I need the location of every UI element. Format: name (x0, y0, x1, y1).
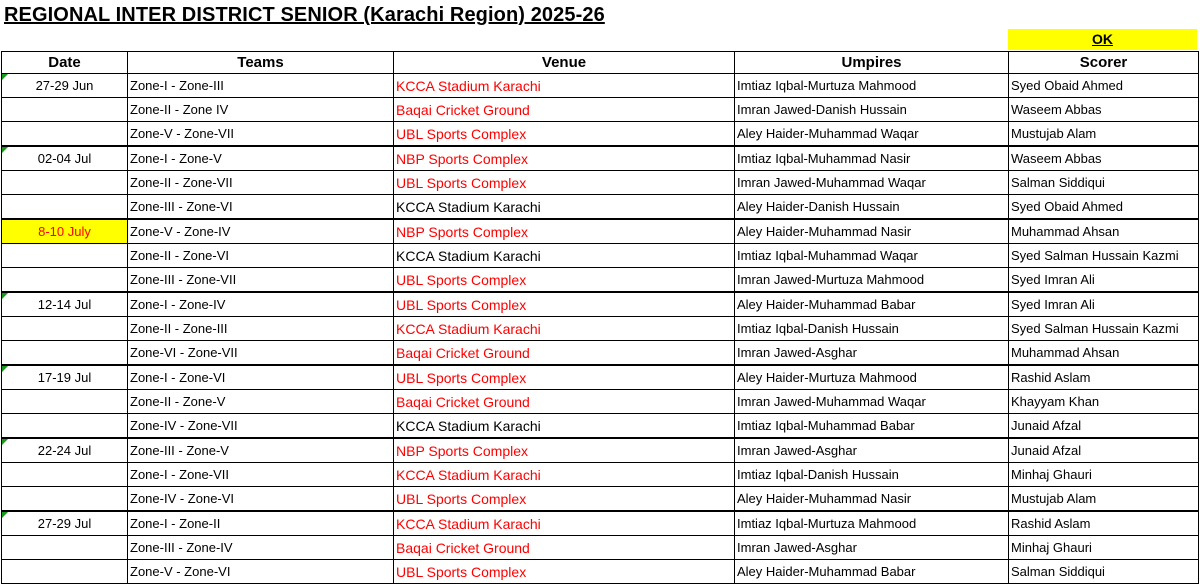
venue-cell: NBP Sports Complex (394, 438, 735, 463)
scorer-cell: Mustujab Alam (1009, 487, 1199, 512)
date-cell (2, 268, 128, 293)
teams-cell: Zone-II - Zone-VII (128, 171, 394, 195)
teams-cell: Zone-III - Zone-IV (128, 536, 394, 560)
table-row (2, 244, 1199, 268)
scorer-cell: Syed Obaid Ahmed (1009, 74, 1199, 98)
teams-cell: Zone-V - Zone-IV (128, 219, 394, 244)
umpires-cell: Imran Jawed-Muhammad Waqar (735, 171, 1009, 195)
venue-cell: UBL Sports Complex (394, 365, 735, 390)
table-row (2, 487, 1199, 512)
schedule-table (1, 51, 1199, 584)
umpires-cell: Imran Jawed-Danish Hussain (735, 98, 1009, 122)
date-cell (2, 317, 128, 341)
venue-cell: KCCA Stadium Karachi (394, 463, 735, 487)
date-cell: 8-10 July (2, 219, 128, 244)
teams-cell: Zone-III - Zone-VI (128, 195, 394, 220)
umpires-cell: Imtiaz Iqbal-Muhammad Waqar (735, 244, 1009, 268)
umpires-cell: Imtiaz Iqbal-Danish Hussain (735, 463, 1009, 487)
umpires-cell: Imtiaz Iqbal-Murtuza Mahmood (735, 511, 1009, 536)
umpires-cell: Imtiaz Iqbal-Danish Hussain (735, 317, 1009, 341)
umpires-cell: Imtiaz Iqbal-Muhammad Nasir (735, 146, 1009, 171)
umpires-cell: Imran Jawed-Asghar (735, 341, 1009, 366)
comment-marker-icon (2, 147, 8, 153)
scorer-cell: Rashid Aslam (1009, 365, 1199, 390)
date-cell: 12-14 Jul (2, 292, 128, 317)
venue-cell: Baqai Cricket Ground (394, 98, 735, 122)
scorer-cell: Waseem Abbas (1009, 98, 1199, 122)
scorer-cell: Muhammad Ahsan (1009, 341, 1199, 366)
umpires-cell: Aley Haider-Muhammad Nasir (735, 487, 1009, 512)
comment-marker-icon (2, 439, 8, 445)
date-cell (2, 122, 128, 147)
comment-marker-icon (2, 74, 8, 80)
date-cell: 22-24 Jul (2, 438, 128, 463)
comment-marker-icon (2, 293, 8, 299)
header-row (2, 52, 1199, 74)
venue-cell: UBL Sports Complex (394, 560, 735, 584)
table-row (2, 463, 1199, 487)
scorer-cell: Minhaj Ghauri (1009, 463, 1199, 487)
date-cell (2, 390, 128, 414)
comment-marker-icon (2, 366, 8, 372)
teams-cell: Zone-I - Zone-III (128, 74, 394, 98)
teams-cell: Zone-I - Zone-VI (128, 365, 394, 390)
table-row (2, 341, 1199, 366)
scorer-cell: Mustujab Alam (1009, 122, 1199, 147)
header-umpires: Umpires (735, 52, 1009, 74)
venue-cell: KCCA Stadium Karachi (394, 317, 735, 341)
scorer-cell: Syed Imran Ali (1009, 268, 1199, 293)
scorer-cell: Junaid Afzal (1009, 438, 1199, 463)
date-cell (2, 98, 128, 122)
venue-cell: KCCA Stadium Karachi (394, 195, 735, 220)
scorer-cell: Syed Salman Hussain Kazmi (1009, 317, 1199, 341)
venue-cell: KCCA Stadium Karachi (394, 511, 735, 536)
date-cell: 27-29 Jul (2, 511, 128, 536)
table-row (2, 219, 1199, 244)
umpires-cell: Imran Jawed-Asghar (735, 438, 1009, 463)
table-row (2, 511, 1199, 536)
comment-marker-icon (2, 512, 8, 518)
header-scorer: Scorer (1009, 52, 1199, 74)
teams-cell: Zone-III - Zone-VII (128, 268, 394, 293)
header-venue: Venue (394, 52, 735, 74)
umpires-cell: Imran Jawed-Murtuza Mahmood (735, 268, 1009, 293)
venue-cell: NBP Sports Complex (394, 219, 735, 244)
table-row (2, 560, 1199, 584)
scorer-cell: Syed Imran Ali (1009, 292, 1199, 317)
table-row (2, 122, 1199, 147)
venue-cell: UBL Sports Complex (394, 122, 735, 147)
umpires-cell: Aley Haider-Muhammad Babar (735, 560, 1009, 584)
teams-cell: Zone-IV - Zone-VI (128, 487, 394, 512)
scorer-cell: Khayyam Khan (1009, 390, 1199, 414)
date-cell (2, 171, 128, 195)
scorer-cell: Muhammad Ahsan (1009, 219, 1199, 244)
date-cell: 02-04 Jul (2, 146, 128, 171)
date-cell (2, 195, 128, 220)
scorer-cell: Salman Siddiqui (1009, 560, 1199, 584)
venue-cell: NBP Sports Complex (394, 146, 735, 171)
ok-label: OK (1008, 29, 1197, 50)
date-cell (2, 414, 128, 439)
date-cell (2, 341, 128, 366)
venue-cell: KCCA Stadium Karachi (394, 244, 735, 268)
scorer-cell: Rashid Aslam (1009, 511, 1199, 536)
table-row (2, 98, 1199, 122)
umpires-cell: Imran Jawed-Muhammad Waqar (735, 390, 1009, 414)
header-teams: Teams (128, 52, 394, 74)
date-cell (2, 244, 128, 268)
teams-cell: Zone-IV - Zone-VII (128, 414, 394, 439)
table-row (2, 365, 1199, 390)
umpires-cell: Aley Haider-Muhammad Nasir (735, 219, 1009, 244)
umpires-cell: Imtiaz Iqbal-Muhammad Babar (735, 414, 1009, 439)
venue-cell: UBL Sports Complex (394, 487, 735, 512)
table-row (2, 414, 1199, 439)
teams-cell: Zone-II - Zone-III (128, 317, 394, 341)
teams-cell: Zone-II - Zone-V (128, 390, 394, 414)
table-row (2, 268, 1199, 293)
teams-cell: Zone-I - Zone-II (128, 511, 394, 536)
scorer-cell: Waseem Abbas (1009, 146, 1199, 171)
teams-cell: Zone-I - Zone-VII (128, 463, 394, 487)
table-row (2, 438, 1199, 463)
table-row (2, 146, 1199, 171)
teams-cell: Zone-II - Zone IV (128, 98, 394, 122)
umpires-cell: Aley Haider-Muhammad Waqar (735, 122, 1009, 147)
scorer-cell: Syed Salman Hussain Kazmi (1009, 244, 1199, 268)
venue-cell: Baqai Cricket Ground (394, 341, 735, 366)
header-date: Date (2, 52, 128, 74)
venue-cell: UBL Sports Complex (394, 268, 735, 293)
umpires-cell: Imran Jawed-Asghar (735, 536, 1009, 560)
table-row (2, 536, 1199, 560)
umpires-cell: Imtiaz Iqbal-Murtuza Mahmood (735, 74, 1009, 98)
teams-cell: Zone-III - Zone-V (128, 438, 394, 463)
venue-cell: Baqai Cricket Ground (394, 390, 735, 414)
umpires-cell: Aley Haider-Murtuza Mahmood (735, 365, 1009, 390)
table-row (2, 171, 1199, 195)
date-cell (2, 536, 128, 560)
date-cell (2, 463, 128, 487)
venue-cell: KCCA Stadium Karachi (394, 74, 735, 98)
teams-cell: Zone-V - Zone-VII (128, 122, 394, 147)
date-cell (2, 560, 128, 584)
umpires-cell: Aley Haider-Danish Hussain (735, 195, 1009, 220)
scorer-cell: Syed Obaid Ahmed (1009, 195, 1199, 220)
teams-cell: Zone-II - Zone-VI (128, 244, 394, 268)
teams-cell: Zone-I - Zone-V (128, 146, 394, 171)
table-row (2, 317, 1199, 341)
scorer-cell: Minhaj Ghauri (1009, 536, 1199, 560)
scorer-cell: Junaid Afzal (1009, 414, 1199, 439)
table-row (2, 292, 1199, 317)
table-row (2, 74, 1199, 98)
scorer-cell: Salman Siddiqui (1009, 171, 1199, 195)
umpires-cell: Aley Haider-Muhammad Babar (735, 292, 1009, 317)
date-cell: 17-19 Jul (2, 365, 128, 390)
table-row (2, 195, 1199, 220)
date-cell: 27-29 Jun (2, 74, 128, 98)
table-row (2, 390, 1199, 414)
venue-cell: UBL Sports Complex (394, 171, 735, 195)
page-title: REGIONAL INTER DISTRICT SENIOR (Karachi Region) 2025-26 (4, 4, 605, 26)
date-cell (2, 487, 128, 512)
venue-cell: UBL Sports Complex (394, 292, 735, 317)
teams-cell: Zone-VI - Zone-VII (128, 341, 394, 366)
teams-cell: Zone-I - Zone-IV (128, 292, 394, 317)
venue-cell: KCCA Stadium Karachi (394, 414, 735, 439)
teams-cell: Zone-V - Zone-VI (128, 560, 394, 584)
venue-cell: Baqai Cricket Ground (394, 536, 735, 560)
